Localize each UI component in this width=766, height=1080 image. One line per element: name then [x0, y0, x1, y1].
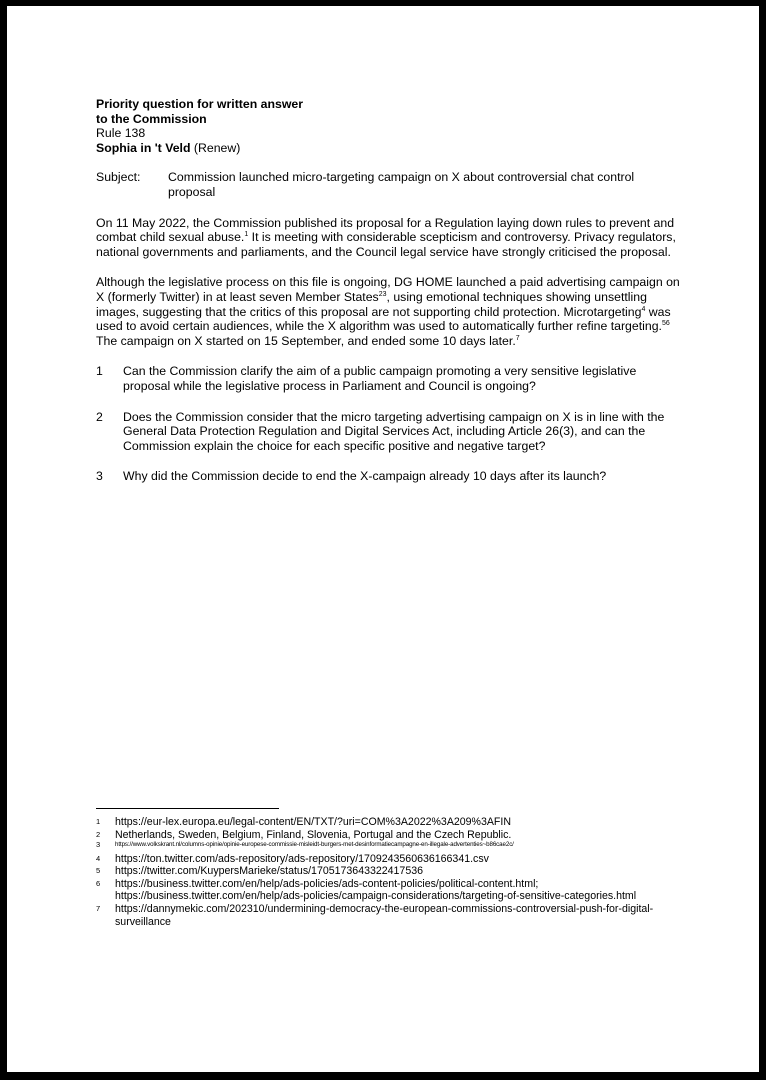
question-text: Why did the Commission decide to end the X-campaign already 10 days after its launch?	[123, 469, 607, 484]
question-number: 2	[96, 409, 103, 424]
footnote-link[interactable]: https://twitter.com/KuypersMarieke/status/1705173643322417536	[115, 865, 423, 878]
footnote-item	[96, 903, 681, 928]
footnote-link[interactable]: https://business.twitter.com/en/help/ads-policies/ads-content-policies/political-content.html; https://business.twitter.com/en/help/ads-policies/campaign-considerations/targeting-of-sensitive-categories.html	[115, 877, 637, 903]
footnote-link[interactable]: https://ton.twitter.com/ads-repository/ads-repository/1709243560636166341.csv	[115, 852, 489, 865]
subject-text: Commission launched micro-targeting campaign on X about controversial chat control proposal	[168, 170, 635, 199]
footnote-link[interactable]: https://www.volkskrant.nl/columns-opinie/opinie-europese-commissie-misleidt-burgers-met-desinformatiecampagne-en-illegale-advertenties~b86cae2c/	[115, 841, 514, 849]
paragraph-1	[96, 216, 681, 260]
footnote-number: 2	[96, 829, 101, 839]
document-page	[7, 6, 759, 1072]
author-group: (Renew)	[190, 140, 241, 155]
footnotes	[96, 816, 681, 928]
question-3	[96, 469, 681, 484]
question-number: 1	[96, 364, 103, 379]
footnote-item	[96, 841, 681, 849]
subject-label: Subject:	[96, 170, 141, 185]
footnote-item	[96, 853, 681, 866]
paragraph-1-text-b: It is meeting with considerable scepticism and controversy. Privacy regulators, national governments and parliaments, and the Council legal service have strongly criticised the proposal.	[96, 230, 676, 259]
question-content	[96, 97, 681, 484]
author-name: Sophia in 't Veld	[96, 140, 191, 155]
author-line	[96, 141, 681, 156]
footnote-text: Netherlands, Sweden, Belgium, Finland, Slovenia, Portugal and the Czech Republic.	[115, 828, 512, 841]
paragraph-1-text-a: On 11 May 2022, the Commission published its proposal for a Regulation laying down rules to prevent and combat child sexual abuse.	[96, 215, 675, 245]
paragraph-2-text-a: Although the legislative process on this file is ongoing, DG HOME launched a paid advertising campaign on X (formerly Twitter) in at least seven Member States	[96, 275, 680, 304]
paragraph-2-text-b: , using emotional techniques showing unsettling images, suggesting that the critics of this proposal are not supporting child protection. Microtargeting	[96, 289, 647, 319]
footnote-separator	[96, 808, 279, 809]
subject-row	[96, 170, 681, 199]
paragraph-2	[96, 275, 681, 348]
footnote-ref-4[interactable]: 4	[641, 305, 646, 313]
footnote-number: 6	[96, 878, 101, 888]
footnote-link[interactable]: https://eur-lex.europa.eu/legal-content/EN/TXT/?uri=COM%3A2022%3A209%3AFIN	[115, 816, 511, 828]
footnote-number: 7	[96, 903, 101, 913]
footnote-number: 1	[96, 817, 101, 826]
question-number: 3	[96, 469, 103, 484]
footnote-link[interactable]: https://dannymekic.com/202310/undermining-democracy-the-european-commissions-controversial-push-for-digital-surveillance	[115, 902, 654, 928]
paragraph-2-text-d: The campaign on X started on 15 September, and ended some 10 days later.	[96, 333, 516, 348]
document-type-line1: Priority question for written answer	[96, 97, 304, 111]
footnote-ref-7[interactable]: 7	[515, 334, 520, 342]
footnote-item	[96, 829, 681, 842]
footnote-number: 5	[96, 866, 101, 876]
rule-reference: Rule 138	[96, 126, 146, 141]
question-text: Does the Commission consider that the micro targeting advertising campaign on X is in line with the General Data Protection Regulation and Digital Services Act, including Article 26(3), and can the Commission explain the choice for each specific positive and negative target?	[123, 409, 665, 453]
footnote-ref-23[interactable]: 23	[378, 290, 387, 298]
footnote-item	[96, 878, 681, 903]
footnote-item	[96, 865, 681, 878]
footnote-item	[96, 816, 681, 829]
question-text: Can the Commission clarify the aim of a public campaign promoting a very sensitive legislative proposal while the legislative process in Parliament and Council is ongoing?	[123, 364, 637, 393]
document-type-line2: to the Commission	[96, 111, 207, 126]
footnote-number: 4	[96, 853, 101, 863]
paragraph-2-text-c: was used to avoid certain audiences, while the X algorithm was used to automatically further refine targeting.	[96, 304, 671, 334]
footnote-number: 3	[96, 840, 101, 850]
question-2	[96, 410, 681, 454]
footnote-ref-1[interactable]: 1	[244, 231, 249, 239]
question-1	[96, 364, 681, 393]
footnote-ref-56[interactable]: 56	[661, 320, 670, 328]
